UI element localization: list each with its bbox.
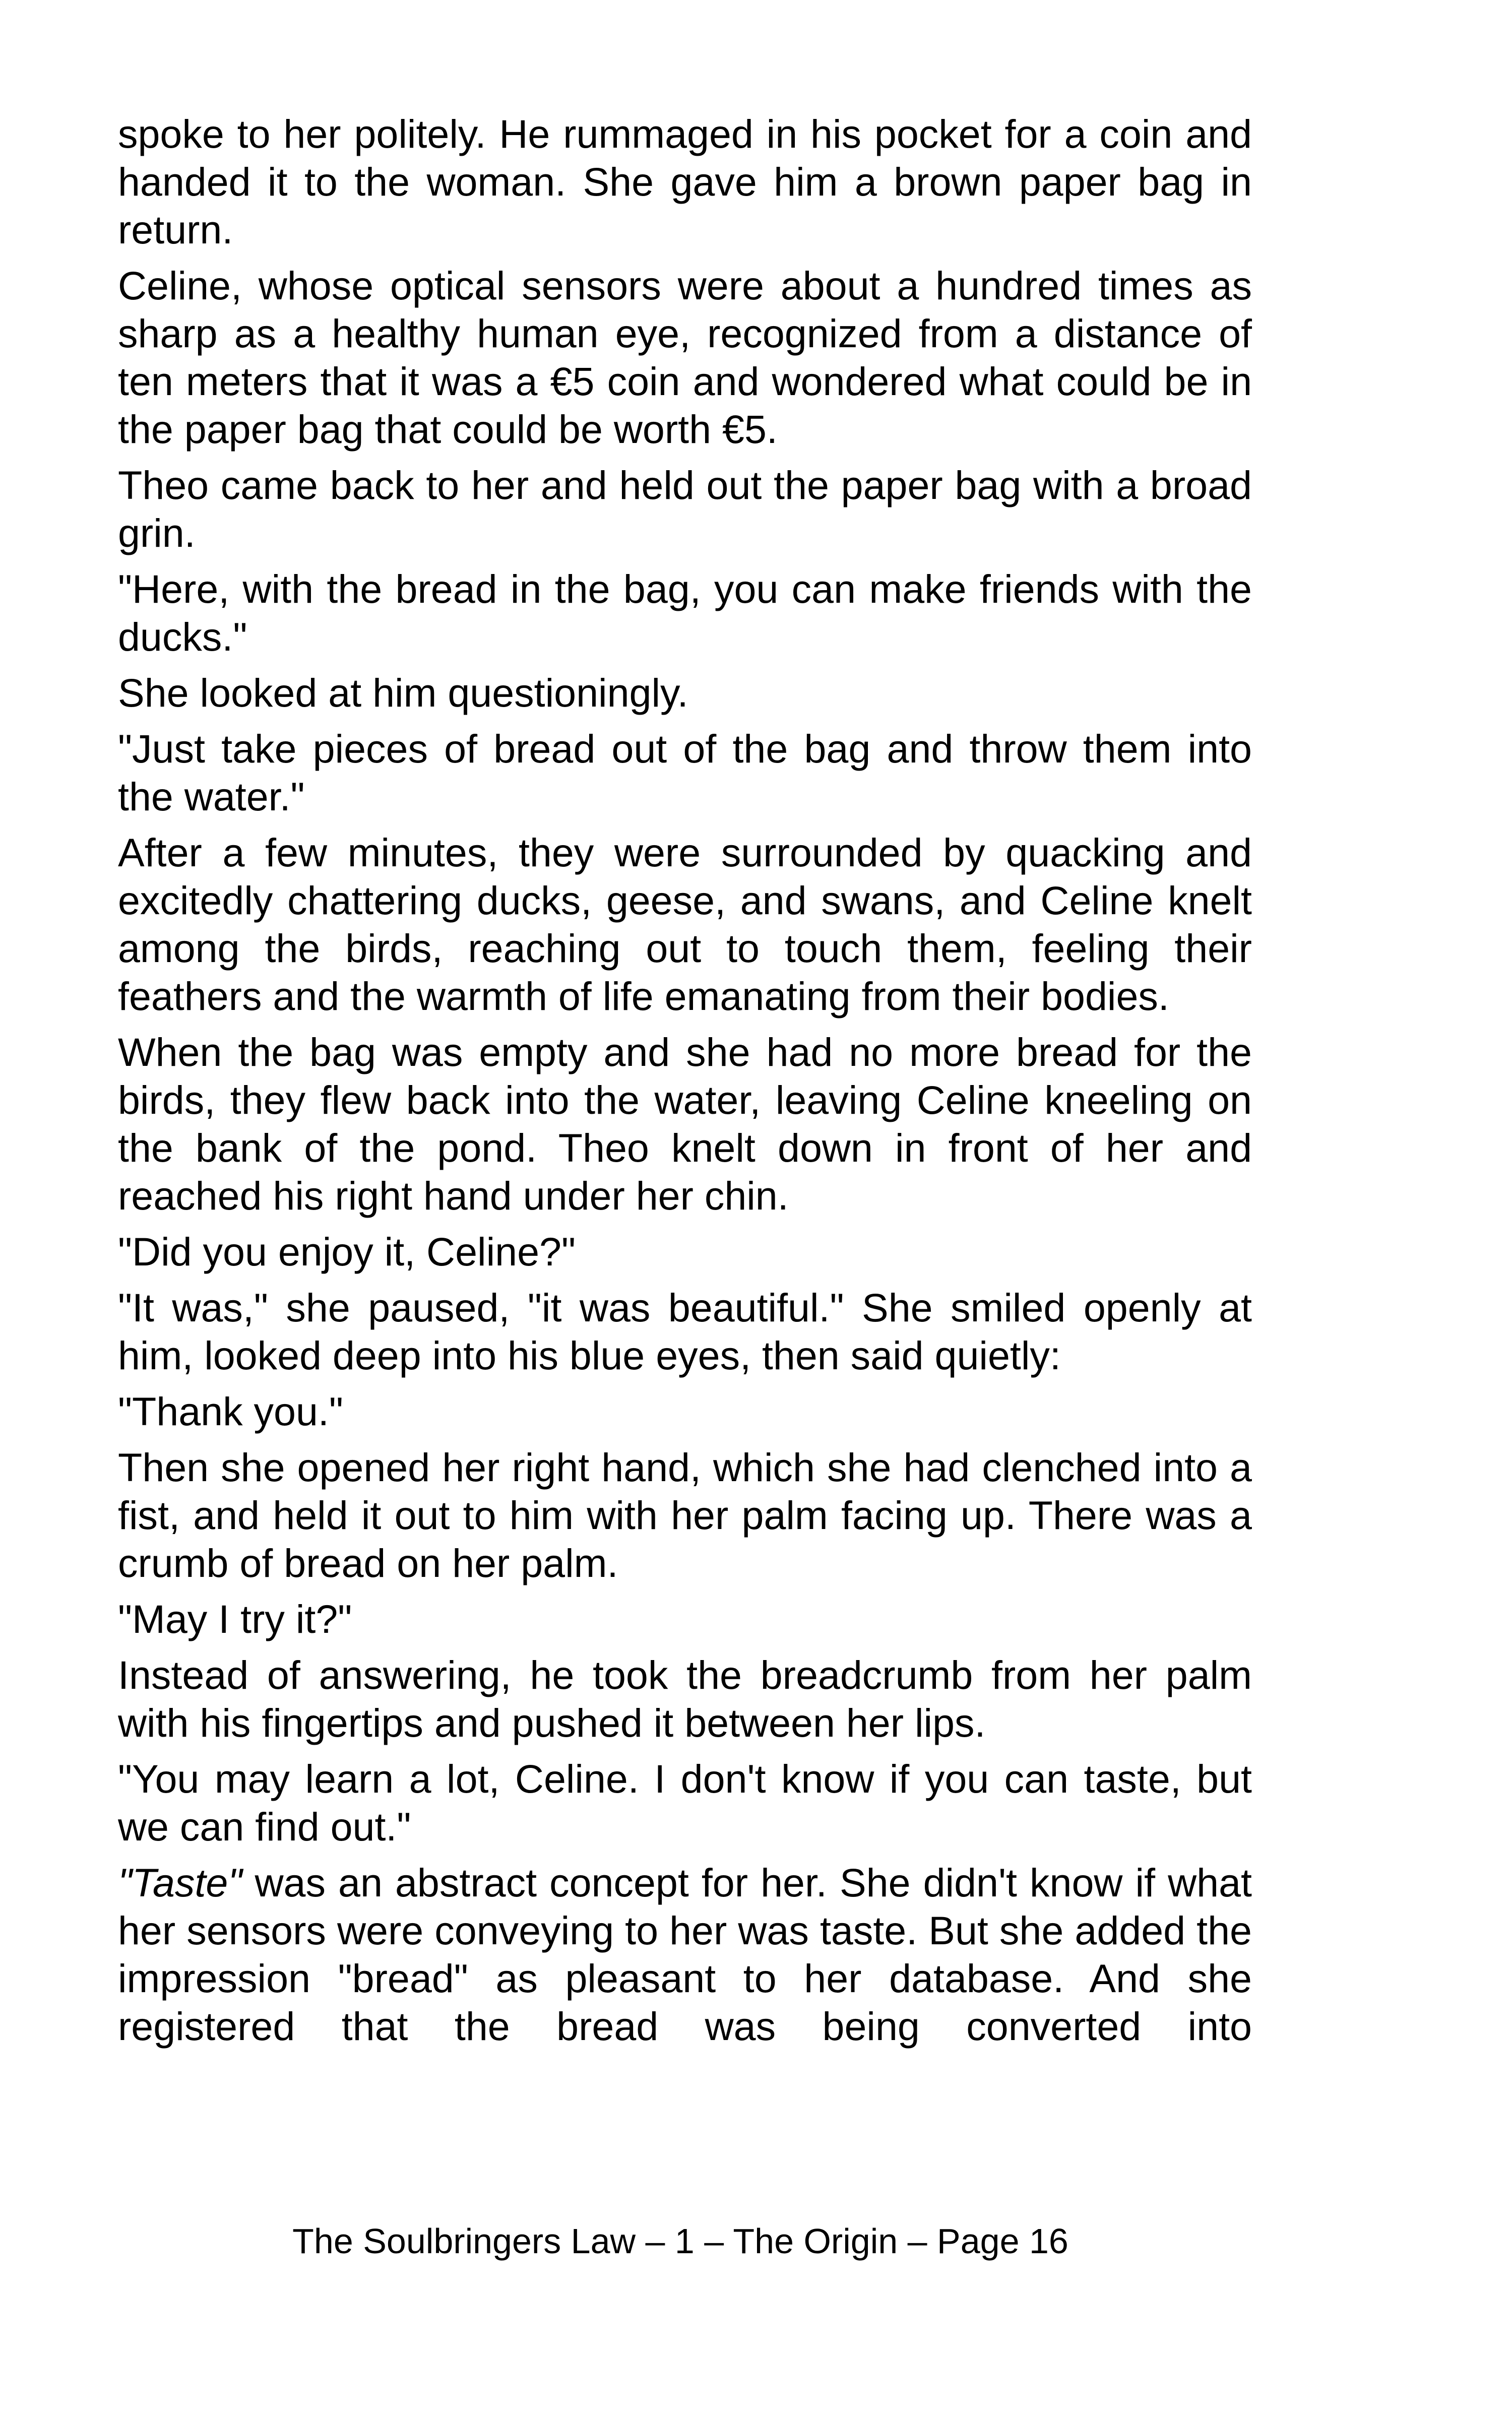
paragraph: After a few minutes, they were surrounded by quacking and excitedly chattering ducks, geese, and swans, and Celine knelt among the birds, reaching out to touch them, feeling their feathers and the warmth of life emanating from their bodies. xyxy=(118,830,1252,1019)
paragraph: "Thank you." xyxy=(118,1389,343,1434)
paragraph: "Just take pieces of bread out of the bag and throw them into the water." xyxy=(118,726,1252,819)
paragraph: "Here, with the bread in the bag, you can make friends with the ducks." xyxy=(118,566,1252,659)
paragraph: She looked at him questioningly. xyxy=(118,670,688,715)
page-body-text xyxy=(118,110,1252,2050)
paragraph: Instead of answering, he took the breadcrumb from her palm with his fingertips and pushed it between her lips. xyxy=(118,1652,1252,1745)
paragraph: "Did you enjoy it, Celine?" xyxy=(118,1229,576,1274)
paragraph-continuation: was an abstract concept for her. She didn't know if what her sensors were conveying to her was taste. But she added the impression "bread" as pleasant to her database. And she registered that the bread was being converted into xyxy=(118,1860,1252,2049)
paragraph: Then she opened her right hand, which she had clenched into a fist, and held it out to him with her palm facing up. There was a crumb of bread on her palm. xyxy=(118,1445,1252,1585)
paragraph: "You may learn a lot, Celine. I don't know if you can taste, but we can find out." xyxy=(118,1756,1252,1849)
italic-word: "Taste" xyxy=(118,1860,242,1905)
paragraph: "It was," she paused, "it was beautiful." She smiled openly at him, looked deep into his blue eyes, then said quietly: xyxy=(118,1285,1252,1378)
page-footer: The Soulbringers Law – 1 – The Origin – Page 16 xyxy=(292,2221,1068,2261)
paragraph: "May I try it?" xyxy=(118,1597,352,1641)
paragraph: spoke to her politely. He rummaged in his pocket for a coin and handed it to the woman. She gave him a brown paper bag in return. xyxy=(118,111,1252,252)
paragraph: When the bag was empty and she had no more bread for the birds, they flew back into the water, leaving Celine kneeling on the bank of the pond. Theo knelt down in front of her and reached his right hand under her chin. xyxy=(118,1030,1252,1218)
paragraph: Theo came back to her and held out the paper bag with a broad grin. xyxy=(118,463,1252,555)
last-paragraph xyxy=(118,1859,1252,2050)
paragraph: Celine, whose optical sensors were about a hundred times as sharp as a healthy human eye, recognized from a distance of ten meters that it was a €5 coin and wondered what could be in the paper bag that could be worth €5. xyxy=(118,263,1252,452)
